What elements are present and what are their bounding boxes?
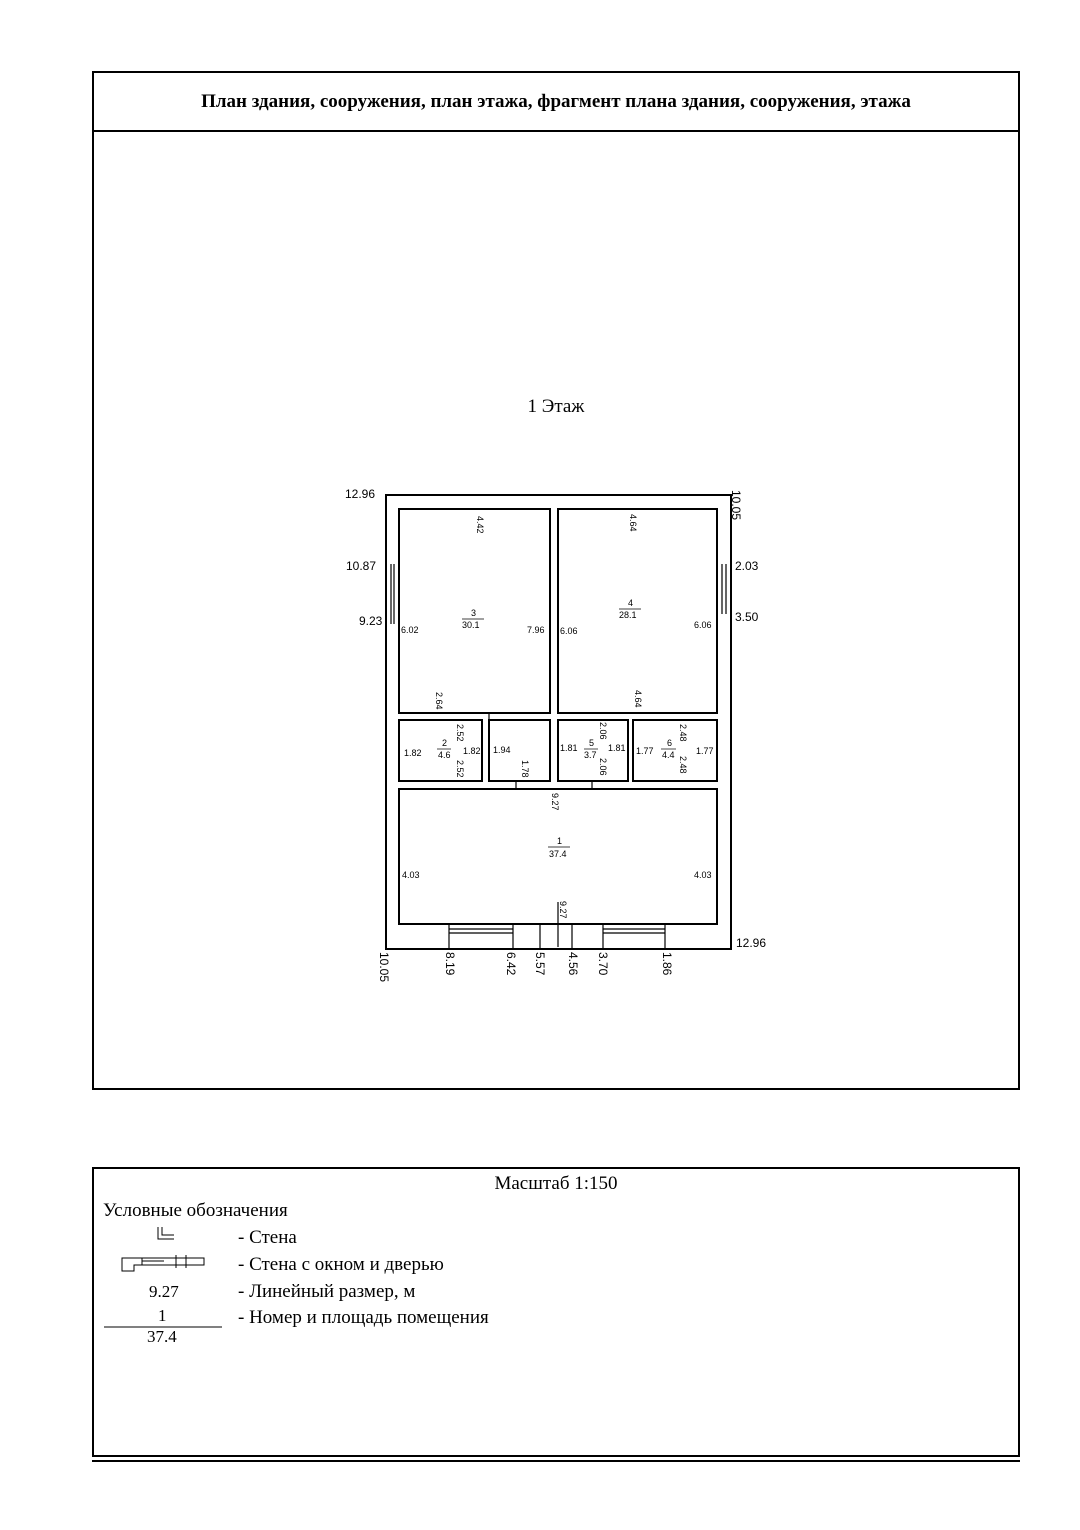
room-5-left: 1.81: [560, 743, 578, 753]
room-5-area: 3.7: [584, 750, 597, 760]
dim-bottom-right-corner: 12.96: [736, 936, 767, 950]
dim-right-upper: 2.03: [735, 559, 759, 573]
window-bottom-right: [603, 924, 665, 949]
floor-title: 1 Этаж: [527, 396, 585, 417]
legend-sample-area: 37.4: [147, 1327, 177, 1346]
room-1-top: 9.27: [550, 793, 560, 811]
room-1-number: 1: [557, 836, 563, 846]
room-1-bottom: 9.27: [558, 901, 568, 919]
room-1-left: 4.03: [402, 870, 420, 880]
dim-left-upper: 10.87: [346, 559, 377, 573]
dim-bottom-2: 6.42: [504, 952, 518, 976]
dim-top-right: 10.05: [729, 490, 743, 521]
room-3-top: 4.42: [475, 516, 485, 534]
legend-sample-dimension: 9.27: [149, 1282, 179, 1301]
room-2-left: 1.82: [404, 748, 422, 758]
room-hall-left: 1.94: [493, 745, 511, 755]
sheet-title: План здания, сооружения, план этажа, фрагмент плана здания, сооружения, этажа: [201, 90, 911, 112]
room-5-right: 1.81: [608, 743, 626, 753]
room-4-number: 4: [628, 598, 634, 608]
dim-bottom-4: 4.56: [566, 952, 580, 976]
room-2-right: 1.82: [463, 746, 481, 756]
room-4-right: 6.06: [694, 620, 712, 630]
dim-bottom-5: 3.70: [596, 952, 610, 976]
room-4-bottom: 4.64: [633, 690, 643, 708]
scale-label: Масштаб 1:150: [494, 1173, 618, 1194]
legend-wall-label: - Стена: [238, 1227, 297, 1248]
room-6-area: 4.4: [662, 750, 675, 760]
room-1-area: 37.4: [549, 849, 567, 859]
dim-top-left: 12.96: [345, 487, 376, 501]
legend-panel: [92, 1167, 1020, 1457]
room-4-wall: [558, 509, 717, 713]
room-3-right: 7.96: [527, 625, 545, 635]
legend-room-label: - Номер и площадь помещения: [238, 1307, 489, 1328]
room-3-left: 6.02: [401, 625, 419, 635]
legend-wall-window-label: - Стена с окном и дверью: [238, 1254, 444, 1275]
room-3-area: 30.1: [462, 620, 480, 630]
room-4-area: 28.1: [619, 610, 637, 620]
legend-dimension-label: - Линейный размер, м: [238, 1281, 416, 1302]
room-1-right: 4.03: [694, 870, 712, 880]
room-3-number: 3: [471, 608, 477, 618]
drawing-sheet: [92, 71, 1020, 1090]
sheet-bottom-line: [92, 1460, 1020, 1462]
room-6-top: 2.48: [678, 724, 688, 742]
dim-right-lower: 3.50: [735, 610, 759, 624]
dim-bottom-3: 5.57: [533, 952, 547, 976]
room-6-right: 1.77: [696, 746, 714, 756]
room-4-left: 6.06: [560, 626, 578, 636]
window-left: [386, 564, 399, 624]
room-5-number: 5: [589, 738, 595, 748]
room-2-bottom: 2.52: [455, 760, 465, 778]
room-5-top: 2.06: [598, 722, 608, 740]
dim-bottom-left-corner: 10.05: [377, 952, 391, 983]
wall-window-door-icon: [122, 1255, 204, 1271]
room-6-left: 1.77: [636, 746, 654, 756]
legend-title: Условные обозначения: [103, 1200, 288, 1221]
room-6-bottom: 2.48: [678, 756, 688, 774]
room-2-number: 2: [442, 738, 448, 748]
room-hall-bottom: 1.78: [520, 760, 530, 778]
window-right: [717, 564, 731, 614]
room-4-top: 4.64: [628, 514, 638, 532]
legend-sample-number: 1: [158, 1306, 167, 1325]
room-2-top: 2.52: [455, 724, 465, 742]
room-3-bottom: 2.64: [434, 692, 444, 710]
dim-bottom-1: 8.19: [443, 952, 457, 976]
room-2-area: 4.6: [438, 750, 451, 760]
room-6-number: 6: [667, 738, 673, 748]
dim-left-lower: 9.23: [359, 614, 383, 628]
wall-icon: [158, 1227, 174, 1239]
dim-bottom-6: 1.86: [660, 952, 674, 976]
room-5-bottom: 2.06: [598, 758, 608, 776]
window-bottom-left: [449, 924, 513, 949]
